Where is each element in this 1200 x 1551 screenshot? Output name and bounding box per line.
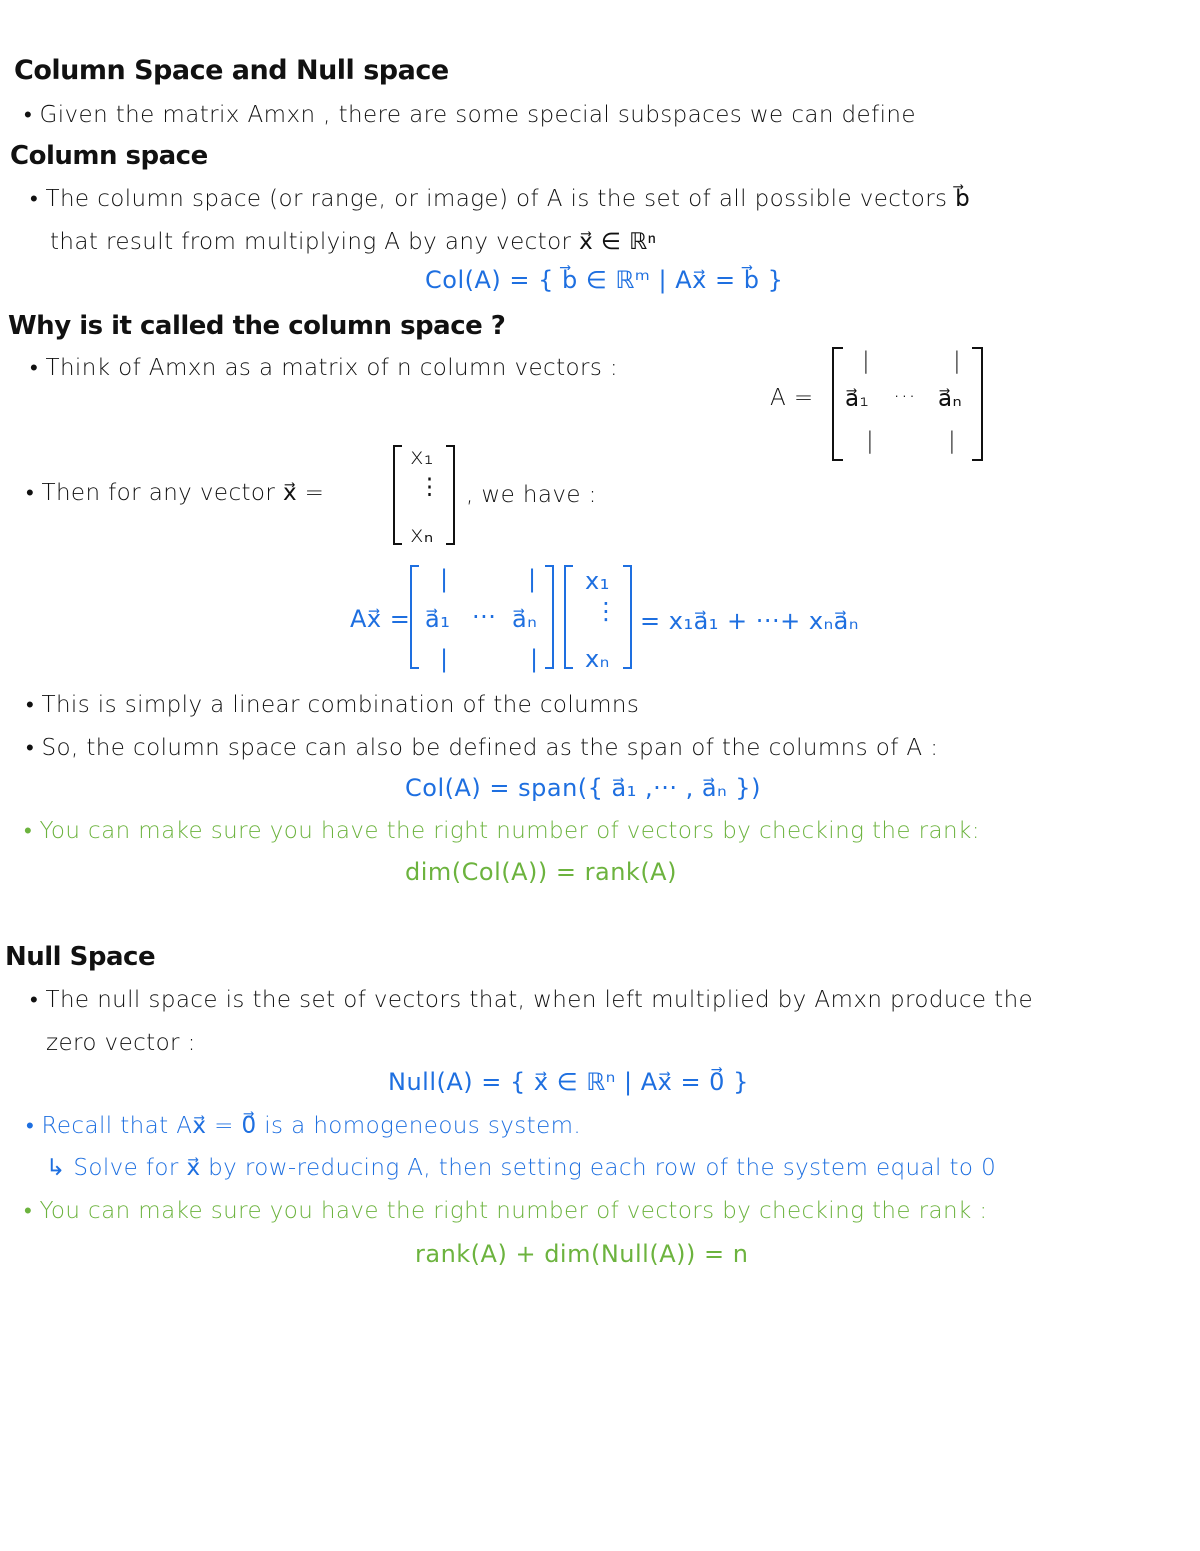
vector-x-bot: xₙ <box>410 522 434 548</box>
null-space-bullet3 <box>24 1198 988 1224</box>
bullet-dot: • <box>30 356 46 381</box>
bullet-dot: • <box>26 1114 42 1139</box>
matrix-a-col1: a⃗₁ <box>845 386 870 412</box>
matrix-a-bottom-bar-1: | <box>866 428 875 454</box>
product-rhs: = x₁a⃗₁ + ···+ xₙa⃗ₙ <box>640 607 859 635</box>
why-bullet5-text: You can make sure you have the right number of vectors by checking the rank: <box>39 818 980 844</box>
matrix-a-top-bar-1: | <box>862 348 871 374</box>
column-space-bullet <box>30 186 970 212</box>
null-space-bullet2-text: Recall that Ax⃗ = 0⃗ is a homogeneous system. <box>41 1113 582 1139</box>
product-x-mid: ⋮ <box>594 597 619 625</box>
null-a-definition: Null(A) = { x⃗ ∈ ℝⁿ | Ax⃗ = 0⃗ } <box>388 1068 749 1096</box>
product-lhs: Ax⃗ = <box>350 605 411 633</box>
vector-right-bracket <box>623 566 631 668</box>
product-x-bot: xₙ <box>585 645 610 673</box>
null-space-line2: zero vector : <box>46 1030 196 1056</box>
why-bullet2-pre: Then for any vector x⃗ = <box>41 480 325 506</box>
bullet-dot: • <box>26 693 42 718</box>
matrix-a-label: A = <box>770 385 814 411</box>
intro-bullet <box>24 102 916 128</box>
null-space-bullet2 <box>26 1113 581 1139</box>
column-space-line1: The column space (or range, or image) of A is the set of all possible vectors b⃗ <box>45 186 971 212</box>
why-bullet3-text: This is simply a linear combination of the columns <box>41 692 640 718</box>
product-bottom-bar-1: | <box>440 645 449 673</box>
matrix-a-bottom-bar-n: | <box>948 428 957 454</box>
column-space-heading: Column space <box>10 141 208 171</box>
product-bottom-bar-n: | <box>530 645 539 673</box>
vector-left-bracket <box>565 566 573 668</box>
why-bullet5 <box>24 818 980 844</box>
why-bullet4 <box>26 735 938 761</box>
why-heading: Why is it called the column space ? <box>8 311 506 341</box>
right-bracket <box>446 446 454 544</box>
product-col1: a⃗₁ <box>425 605 451 633</box>
bullet-dot: • <box>26 481 42 506</box>
bullet-dot: • <box>24 819 40 844</box>
bullet-dot: • <box>30 988 46 1013</box>
col-a-definition: Col(A) = { b⃗ ∈ ℝᵐ | Ax⃗ = b⃗ } <box>425 266 784 294</box>
right-bracket <box>972 348 982 460</box>
null-space-line1: The null space is the set of vectors that, when left multiplied by Amxn produce the <box>45 987 1034 1013</box>
product-top-bar-n: | <box>528 565 537 593</box>
bullet-dot: • <box>24 103 40 128</box>
matrix-a-top-bar-n: | <box>953 348 962 374</box>
bullet-dot: • <box>26 736 42 761</box>
product-coln: a⃗ₙ <box>512 605 538 633</box>
left-bracket <box>394 446 402 544</box>
why-bullet1-text: Think of Amxn as a matrix of n column vectors : <box>45 355 619 381</box>
product-dots: ··· <box>472 603 497 631</box>
page-title: Column Space and Null space <box>14 55 449 86</box>
bullet-dot: • <box>24 1199 40 1224</box>
matrix-a-dots: ··· <box>893 384 917 410</box>
null-space-sub-bullet: ↳ Solve for x⃗ by row-reducing A, then setting each row of the system equal to 0 <box>46 1155 997 1181</box>
matrix-right-bracket <box>545 566 553 668</box>
null-space-bullet3-text: You can make sure you have the right number of vectors by checking the rank : <box>39 1198 988 1224</box>
col-rank-equation: dim(Col(A)) = rank(A) <box>405 858 677 886</box>
product-top-bar-1: | <box>440 565 449 593</box>
product-x-top: x₁ <box>585 567 610 595</box>
span-definition: Col(A) = span({ a⃗₁ ,··· , a⃗ₙ }) <box>405 774 761 802</box>
matrix-a-coln: a⃗ₙ <box>938 386 963 412</box>
why-bullet2 <box>26 480 324 506</box>
bullet-dot: • <box>30 187 46 212</box>
why-bullet1 <box>30 355 618 381</box>
null-space-bullet1 <box>30 987 1033 1013</box>
null-space-heading: Null Space <box>5 942 156 972</box>
vector-x-top: x₁ <box>410 444 434 470</box>
left-bracket <box>833 348 843 460</box>
matrix-left-bracket <box>411 566 419 668</box>
vector-x-mid: ⋮ <box>418 474 442 500</box>
rank-nullity-equation: rank(A) + dim(Null(A)) = n <box>415 1240 749 1268</box>
why-bullet4-text: So, the column space can also be defined as the span of the columns of A : <box>41 735 939 761</box>
intro-text: Given the matrix Amxn , there are some special subspaces we can define <box>39 102 916 128</box>
why-bullet2-post: , we have : <box>466 482 597 508</box>
why-bullet3 <box>26 692 639 718</box>
column-space-line2: that result from multiplying A by any vector x⃗ ∈ ℝⁿ <box>50 229 657 255</box>
